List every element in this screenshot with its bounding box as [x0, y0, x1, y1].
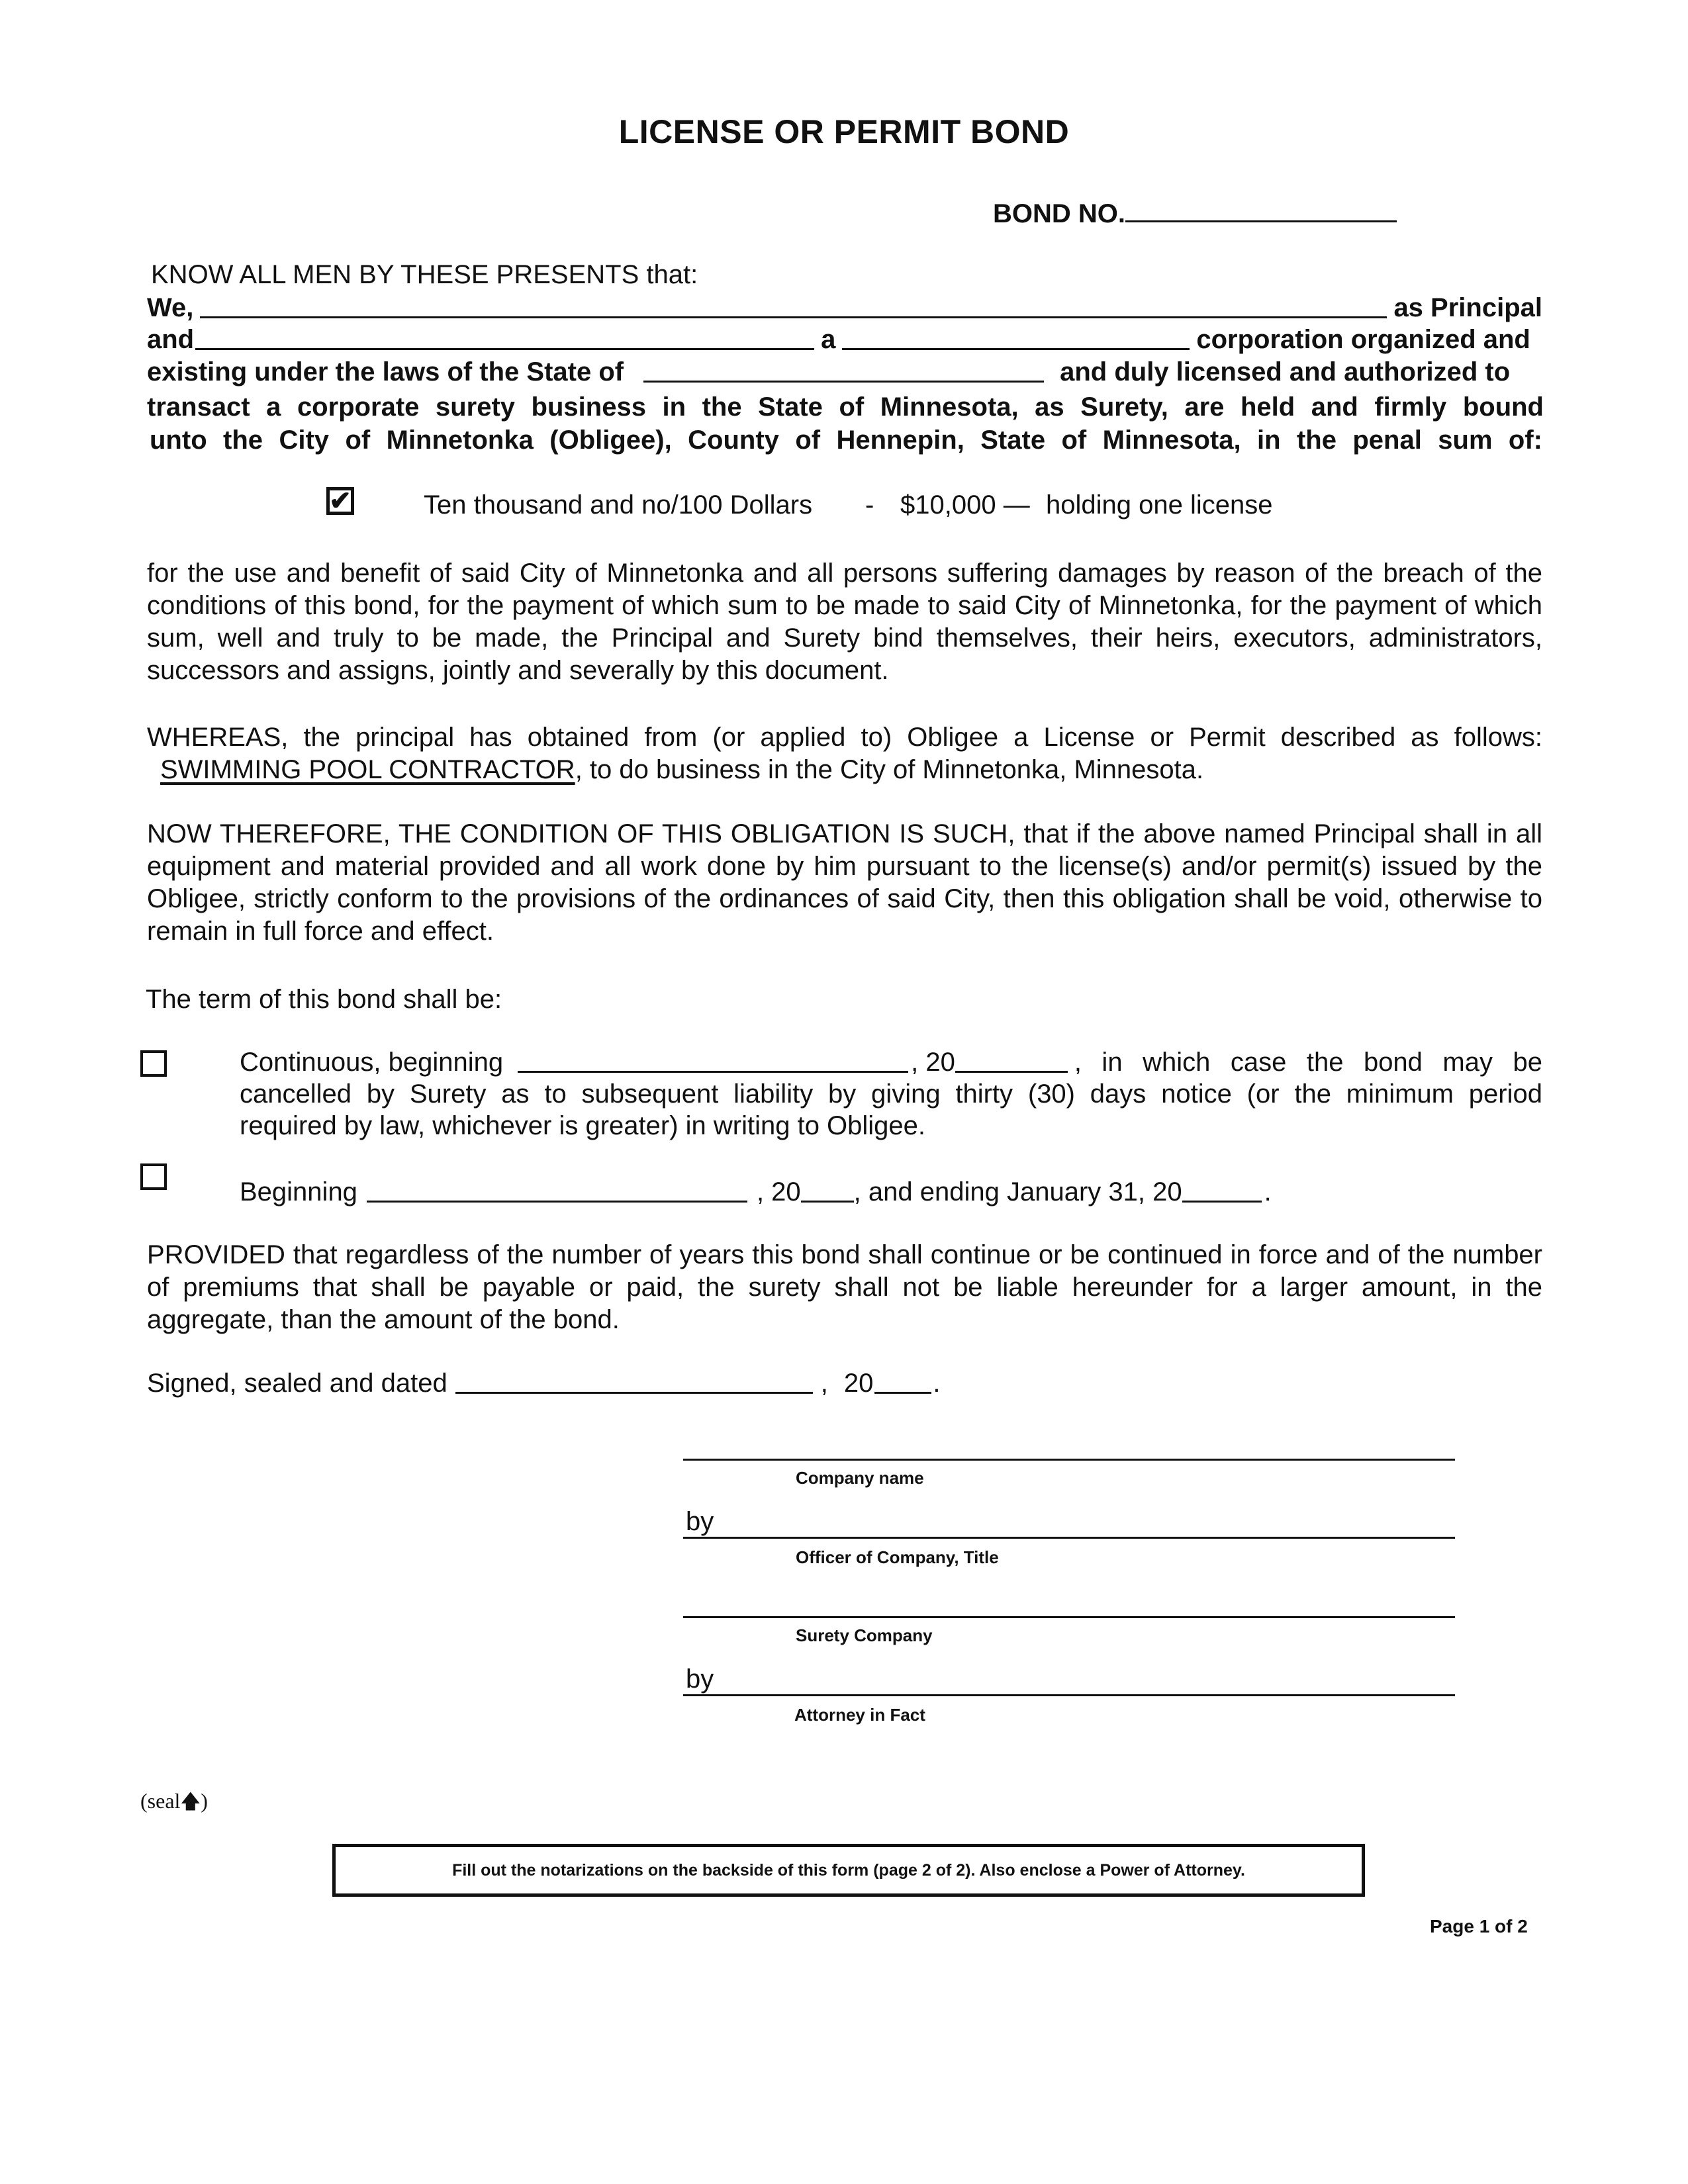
license-type-field[interactable]: SWIMMING POOL CONTRACTOR — [160, 755, 575, 784]
continuous-line-2: cancelled by Surety as to subsequent liability by giving thirty (30) days notice (or the minimum period — [240, 1079, 1542, 1109]
fixed-end-year-field[interactable] — [1182, 1201, 1262, 1203]
fixed-term-row — [240, 1175, 1272, 1208]
continuous-year-prefix: , 20 — [911, 1048, 955, 1077]
check-mark-icon: ✔ — [329, 486, 352, 516]
use-benefit-text: for the use and benefit of said City of Minnetonka and all persons suffering damages by reason of the breach of the conditions of this bond, for the payment of which sum to be made to said City of Minnetonka, for the payment of which sum, well and truly to be made, the Principal and Surety bind themselves, their heirs, executors, administrators, successors and assigns, jointly and severally by this document. — [147, 559, 1542, 685]
existing-label: existing under the laws of the State of — [147, 357, 624, 387]
continuous-term-row — [240, 1046, 1542, 1079]
principal-row — [147, 291, 1542, 324]
surety-state-type-field[interactable] — [842, 348, 1190, 350]
surety-and-label: and — [147, 325, 195, 354]
as-principal-label: as Principal — [1393, 293, 1542, 322]
attorney-by-label: by — [686, 1664, 714, 1694]
continuous-term-checkbox[interactable] — [140, 1050, 167, 1077]
licensed-label: and duly licensed and authorized to — [1060, 357, 1511, 387]
signed-year-prefix: 20 — [843, 1369, 874, 1398]
continuous-tail: , in which case the bond may be — [1074, 1048, 1542, 1077]
existing-row — [147, 355, 1544, 388]
signed-year-field[interactable] — [874, 1392, 931, 1394]
fixed-term-checkbox[interactable] — [140, 1163, 167, 1190]
notarization-notice-box — [332, 1844, 1365, 1897]
state-of-field[interactable] — [643, 381, 1044, 383]
signed-dated-row — [147, 1367, 940, 1400]
surety-row — [147, 323, 1544, 356]
company-name-label: Company name — [796, 1468, 924, 1488]
up-arrow-icon: 🡅 — [180, 1790, 201, 1813]
penal-sum-words: Ten thousand and no/100 Dollars — [424, 490, 813, 520]
penal-sum-dash: - — [865, 490, 874, 520]
surety-line-3: transact a corporate surety business in the State of Minnesota, as Surety, are held and firmly bound — [147, 392, 1544, 422]
penal-sum-amount: $10,000 — — [900, 490, 1030, 520]
surety-a-label: a — [821, 325, 836, 354]
whereas-paragraph — [147, 721, 1542, 786]
fixed-year-prefix: , 20 — [756, 1177, 801, 1206]
attorney-signature-line[interactable] — [683, 1694, 1455, 1696]
signed-label: Signed, sealed and dated — [147, 1369, 447, 1398]
continuous-line-3: required by law, whichever is greater) in writing to Obligee. — [240, 1111, 926, 1140]
penal-sum-description: holding one license — [1046, 490, 1273, 520]
surety-name-field[interactable] — [195, 348, 814, 350]
fixed-begin-year-field[interactable] — [801, 1201, 854, 1203]
term-label: The term of this bond shall be: — [146, 985, 502, 1014]
now-therefore-text: NOW THEREFORE, THE CONDITION OF THIS OBLIGATION IS SUCH, that if the above named Principal shall in all equipment and material provided and all work done by him pursuant to the license(s) and/or permit(s) issued by the Obligee, strictly conform to the provisions of the ordinances of said City, then this obligation shall be void, otherwise to remain in full force and effect. — [147, 819, 1542, 946]
ending-period: . — [1264, 1177, 1272, 1206]
seal-close: ) — [201, 1789, 208, 1813]
penal-sum-checkbox[interactable] — [326, 487, 354, 515]
now-therefore-paragraph — [147, 818, 1542, 948]
bond-number-row — [993, 195, 1397, 229]
whereas-rest: , to do business in the City of Minnetonka, Minnesota. — [575, 755, 1204, 784]
use-benefit-paragraph — [147, 557, 1542, 687]
beginning-label: Beginning — [240, 1177, 357, 1206]
principal-name-field[interactable] — [200, 316, 1387, 318]
officer-title-label: Officer of Company, Title — [796, 1547, 999, 1567]
provided-text: PROVIDED that regardless of the number of years this bond shall continue or be continued in force and of the number of premiums that shall be payable or paid, the surety shall not be liable hereunder for a larger amount, in the aggregate, than the amount of the bond. — [147, 1240, 1542, 1334]
page-number: Page 1 of 2 — [1430, 1916, 1528, 1936]
signed-comma: , — [820, 1369, 828, 1398]
intro-text: KNOW ALL MEN BY THESE PRESENTS that: — [151, 260, 698, 289]
surety-line-4: unto the City of Minnetonka (Obligee), County of Hennepin, State of Minnesota, in the penal sum of: — [150, 426, 1542, 455]
continuous-year-field[interactable] — [955, 1071, 1068, 1073]
attorney-in-fact-label: Attorney in Fact — [794, 1705, 925, 1725]
whereas-license-line — [147, 754, 1542, 786]
bond-number-label: BOND NO. — [993, 199, 1125, 228]
signed-date-field[interactable] — [455, 1392, 813, 1394]
surety-company-label: Surety Company — [796, 1625, 933, 1645]
fixed-begin-date-field[interactable] — [367, 1201, 747, 1203]
seal-placeholder — [140, 1787, 208, 1821]
surety-company-line[interactable] — [683, 1616, 1455, 1618]
officer-signature-line[interactable] — [683, 1537, 1455, 1539]
continuous-begin-date-field[interactable] — [518, 1071, 908, 1073]
principal-we-label: We, — [147, 293, 194, 322]
signed-period: . — [933, 1369, 941, 1398]
notarization-notice-text: Fill out the notarizations on the backside of this form (page 2 of 2). Also enclose a Power of Attorney. — [452, 1860, 1245, 1880]
continuous-label: Continuous, beginning — [240, 1048, 504, 1077]
provided-paragraph — [147, 1239, 1542, 1336]
officer-by-label: by — [686, 1507, 714, 1536]
document-title: LICENSE OR PERMIT BOND — [618, 113, 1070, 150]
company-name-line[interactable] — [683, 1459, 1455, 1461]
bond-number-field[interactable] — [1125, 195, 1397, 222]
whereas-text: WHEREAS, the principal has obtained from (or applied to) Obligee a License or Permit described as follows: — [147, 723, 1542, 752]
corporation-label: corporation organized and — [1196, 325, 1530, 354]
ending-label: , and ending January 31, 20 — [853, 1177, 1182, 1206]
seal-label: (seal — [140, 1789, 181, 1813]
